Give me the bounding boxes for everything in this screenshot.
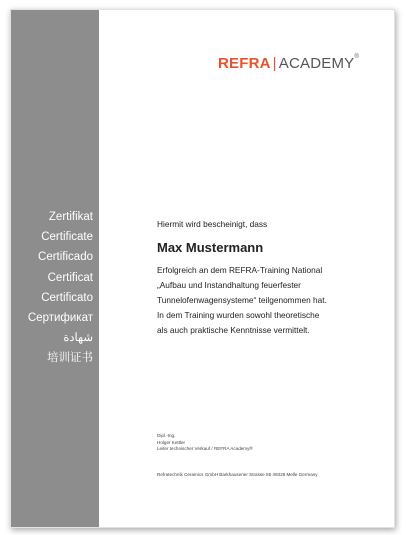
language-label-russian: Сертификат: [27, 312, 93, 325]
body-line: „Aufbau und Instandhaltung feuerfester: [157, 280, 301, 290]
language-label-spanish: Certificado: [38, 251, 93, 264]
signer-name: Holger Kettler: [157, 439, 186, 445]
sidebar-panel: [11, 10, 99, 527]
language-label-english: Certificate: [41, 231, 93, 244]
refra-academy-logo: [218, 55, 359, 72]
logo-registered-mark: ®: [354, 54, 359, 60]
signer-title: Dipl.-Ing.: [157, 433, 176, 438]
language-label-french: Certificat: [47, 271, 93, 284]
certificate-page: [10, 9, 395, 528]
body-line: Erfolgreich an dem REFRA-Training National: [157, 265, 323, 275]
certificate-intro: Hiermit wird bescheinigt, dass: [157, 219, 268, 229]
language-label-arabic: شهادة: [63, 332, 93, 345]
body-line: Tunnelofenwagensysteme“ teilgenommen hat.: [157, 295, 327, 305]
logo-brand: REFRA: [218, 55, 271, 72]
signature-block: [157, 433, 253, 453]
logo-separator: |: [272, 55, 277, 72]
body-line: als auch praktische Kenntnisse vermittelt.: [157, 325, 310, 335]
signer-role: Leiter technischer Verkauf / REFRA Academy®: [157, 446, 253, 452]
language-list: [28, 207, 93, 369]
certificate-content: [157, 219, 327, 338]
company-footer: Refratechnik Ceramics GmbH Barkhausener Strasse 55 49328 Melle Germany: [157, 472, 318, 477]
language-label-italian: Certificato: [41, 291, 93, 304]
language-label-german: Zertifikat: [48, 211, 93, 223]
body-line: In dem Training wurden sowohl theoretische: [157, 310, 320, 320]
certificate-body: [157, 263, 327, 338]
language-label-chinese: 培训证书: [47, 352, 93, 365]
recipient-name: Max Mustermann: [157, 240, 264, 255]
logo-academy: ACADEMY: [278, 55, 355, 72]
